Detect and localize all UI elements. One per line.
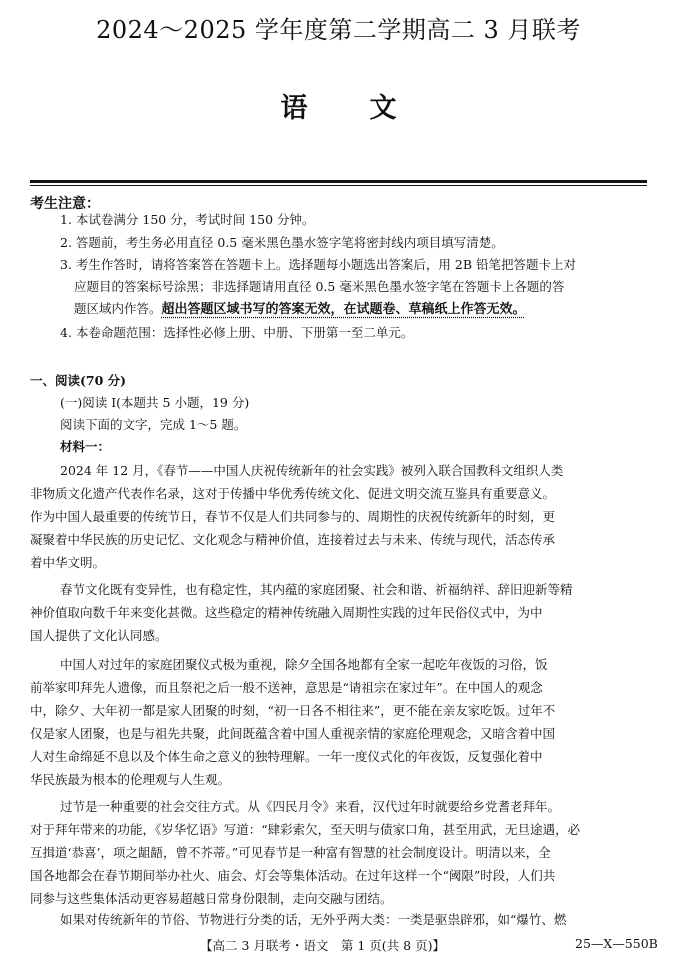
passage-line: 国人提供了文化认同感。 [30, 628, 168, 643]
exam-title: 2024～2025 学年度第二学期高二 3 月联考 [96, 16, 581, 44]
passage-line: 中，除夕、大年初一都是家人团聚的时刻，“初一日各不相往来”，更不能在亲友家吃饭。过年不 [30, 703, 556, 718]
notice-item: 应题目的答案标号涂黑；非选择题请用直径 0.5 毫米黑色墨水签字笔在答题卡上各题的答 [74, 279, 565, 294]
sub-heading: (一)阅读 Ⅰ(本题共 5 小题，19 分) [60, 395, 250, 410]
notice-emphasis: 超出答题区域书写的答案无效，在试题卷、草稿纸上作答无效。 [161, 302, 526, 317]
passage-line: 2024 年 12 月，《春节——中国人庆祝传统新年的社会实践》被列入联合国教科文组织人类 [60, 463, 564, 478]
page-footer-code: 25—X—550B [575, 936, 658, 951]
notice-item: 3. 考生作答时，请将答案答在答题卡上。选择题每小题选出答案后，用 2B 铅笔把答题卡上对 [60, 257, 576, 272]
passage-line: 春节文化既有变异性，也有稳定性，其内蕴的家庭团聚、社会和谐、祈福纳祥、辞旧迎新等精 [60, 582, 573, 597]
passage-line: 同参与这些集体活动更容易超越日常身份限制，走向交融与团结。 [30, 891, 393, 906]
passage-line: 如果对传统新年的节俗、节物进行分类的话，无外乎两大类：一类是驱祟辟邪，如“爆竹、燃 [60, 912, 567, 927]
passage-line: 仅是家人团聚，也是与祖先共聚，此间既蕴含着中国人重视亲情的家庭伦理观念，又暗含着中国 [30, 726, 556, 741]
passage-line: 凝聚着中华民族的历史记忆、文化观念与精神价值，连接着过去与未来、传统与现代，活态传承 [30, 532, 556, 547]
passage-line: 过节是一种重要的社会交往方式。从《四民月令》来看，汉代过年时就要给乡党耆老拜年。 [60, 799, 561, 814]
notice-item-line [74, 303, 526, 316]
passage-line: 华民族最为根本的伦理观与人生观。 [30, 772, 231, 787]
passage-line: 人对生命绵延不息以及个体生命之意义的独特理解。一年一度仪式化的年夜饭，反复强化着中 [30, 749, 543, 764]
passage-line: 作为中国人最重要的传统节日，春节不仅是人们共同参与的、周期性的庆祝传统新年的时刻，更 [30, 509, 556, 524]
material-label: 材料一： [60, 439, 111, 454]
instruction: 阅读下面的文字，完成 1～5 题。 [60, 417, 247, 432]
notice-item: 1. 本试卷满分 150 分，考试时间 150 分钟。 [60, 212, 315, 227]
passage-line: 神价值取向数千年来变化甚微。这些稳定的精神传统融入周期性实践的过年民俗仪式中，为中 [30, 605, 543, 620]
passage-line: 国各地都会在春节期间举办社火、庙会、灯会等集体活动。在过年这样一个“阈限”时段，人们共 [30, 868, 556, 883]
notice-item: 题区域内作答。 [74, 301, 162, 316]
passage-line: 前举家叩拜先人遗像，而且祭祀之后一般不送神，意思是“请祖宗在家过年”。在中国人的观念 [30, 680, 543, 695]
notice-item: 4. 本卷命题范围：选择性必修上册、中册、下册第一至二单元。 [60, 325, 414, 340]
page-footer-info: 【高二 3 月联考・语文 第 1 页(共 8 页)】 [200, 938, 445, 953]
passage-line: 对于拜年带来的功能，《岁华忆语》写道：“肆彩索欠，至天明与债家口角，甚至用武，无旦途遇，必 [30, 822, 581, 837]
passage-line: 非物质文化遗产代表作名录，这对于传播中华优秀传统文化、促进文明交流互鉴具有重要意义。 [30, 486, 556, 501]
passage-line: 互揖道‘恭喜’，项之龃龉，曾不芥蒂。”可见春节是一种富有智慧的社会制度设计。明清以来，全 [30, 845, 551, 860]
passage-line: 着中华文明。 [30, 555, 106, 570]
header-rule-thick [30, 180, 647, 183]
subject-title: 语文 [280, 93, 459, 124]
section-heading: 一、阅读(70 分) [30, 373, 127, 388]
notice-heading: 考生注意： [30, 196, 100, 212]
notice-item: 2. 答题前，考生务必用直径 0.5 毫米黑色墨水签字笔将密封线内项目填写清楚。 [60, 235, 504, 250]
passage-line: 中国人对过年的家庭团聚仪式极为重视，除夕全国各地都有全家一起吃年夜饭的习俗，饭 [60, 657, 548, 672]
header-rule-thin [30, 185, 647, 186]
